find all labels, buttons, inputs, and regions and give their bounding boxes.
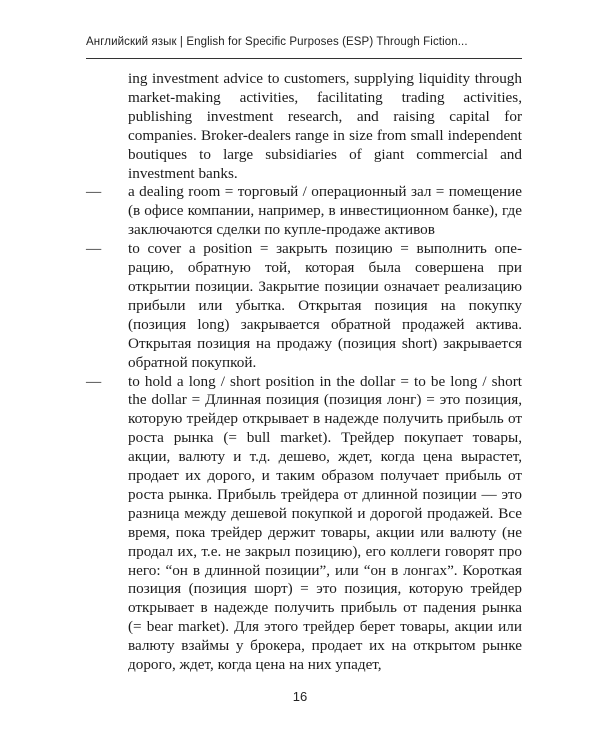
glossary-item-text: to hold a long / short position in the dollar = to be long / short the dollar = Длинная позиция (позиция лонг) = это позиция, которую трейдер открывает в надежде получить прибыль от роста рынка (= bull market). Трейдер покупает товары, акции, валюту и т.д. дешево, ждет, когда цена вырастет, продает их дорого, и таким образом получает прибыль от роста рынка. Прибыль трейдера от длинной позиции — это разница между дешевой покупкой и дорогой продажей. Все время, пока трейдер держит товары, акции или валюту (не продал их, т.е. не закрыл позицию), его коллеги говорят про него: “он в длинной позиции”, или “он в лонгах”. Короткая позиция (позиция шорт) = это позиция, которую трейдер открывает в надежде получить прибыль от падения рынка (= bear market). Для этого трейдер берет товары, акции или валюту взаймы у брокера, продает их на открытом рынке дорого, ждет, когда цена на них упадет, [128,372,522,674]
glossary-item-cover-position [86,240,522,372]
running-header: Английский язык | English for Specific Purposes (ESP) Through Fiction... [86,36,468,48]
glossary-item-text: to cover a position = закрыть позицию = выполнить операцию, обратную той, которая была совершена при открытии позиции. Закрытие позиции означает реализацию прибыли или убытка. Открытая позиция на покупку (позиция long) закрывается обратной продажей актива. Открытая позиция на продажу (позиция short) закрывается обратной покупкой. [128,240,522,371]
dash-marker: — [86,372,102,390]
glossary-item-dealing-room [86,183,522,240]
continued-paragraph: ing investment advice to customers, supplying liquidity through market-making activities, facilitating trading activities, publishing investment research, and raising capital for companies. Broker-dealers range in size from small independent boutiques to large subsidiaries of giant commercial and investment banks. [128,70,522,182]
glossary-item-long-short-position [86,373,522,676]
page-number: 16 [292,689,308,704]
glossary-item-text: a dealing room = торговый / операционный зал = помещение (в офисе компании, например, в инвестиционном банке), где заключаются сделки по купле-продаже активов [128,183,522,239]
page-body [86,70,522,675]
header-divider [86,58,522,59]
dash-marker: — [86,240,102,258]
dash-marker: — [86,183,102,201]
